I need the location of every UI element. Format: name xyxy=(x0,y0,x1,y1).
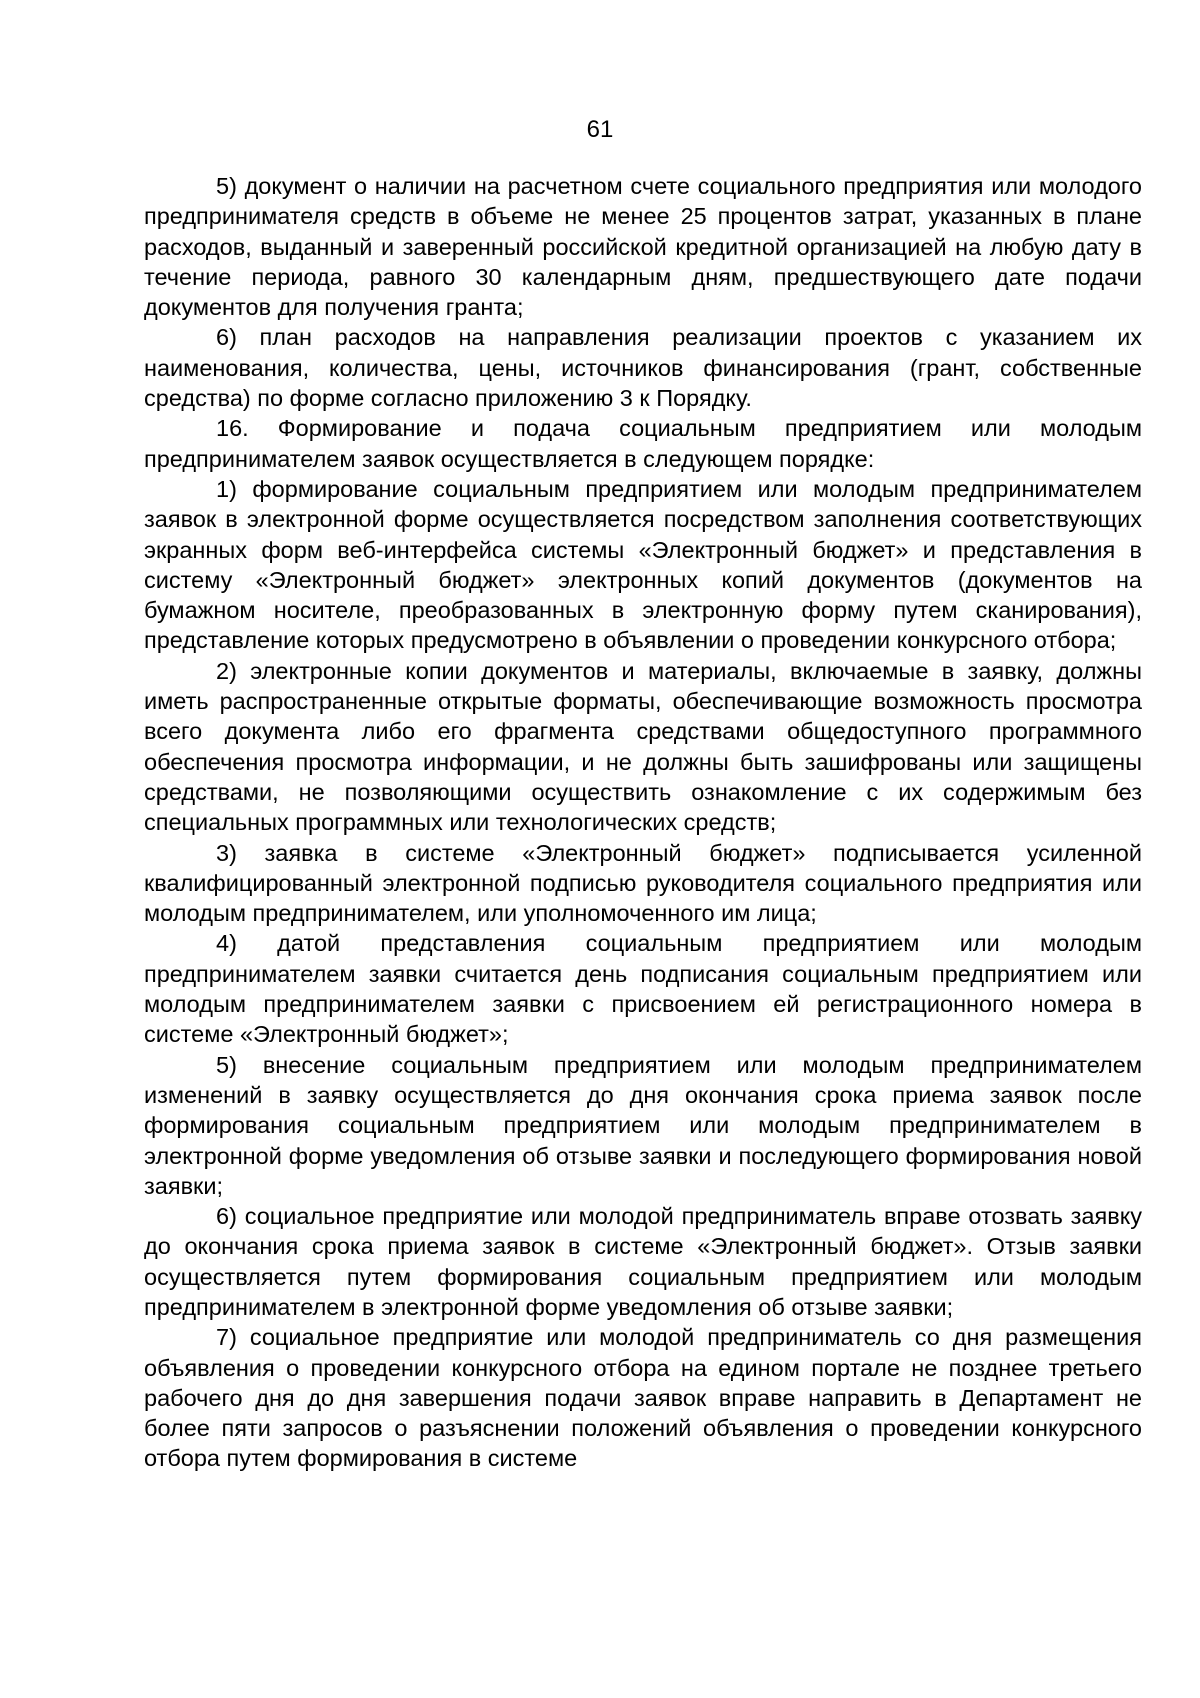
paragraph-16-item-3: 3) заявка в системе «Электронный бюджет» подписывается усиленной квалифицированный электронной подписью руководителя социального предприятия или молодым предпринимателем, или уполномоченного им лица; xyxy=(144,839,1142,927)
paragraph-16-item-5: 5) внесение социальным предприятием или молодым предпринимателем изменений в заявку осуществляется до дня окончания срока приема заявок после формирования социальным предприятием или молодым предпринимателем в электронной форме уведомления об отзыве заявки и последующего формирования новой заявки; xyxy=(144,1051,1142,1199)
page-number: 61 xyxy=(586,116,614,143)
paragraph-16-item-7: 7) социальное предприятие или молодой предприниматель со дня размещения объявления о проведении конкурсного отбора на едином портале не позднее третьего рабочего дня до дня завершения подачи заявок вправе направить в Департамент не более пяти запросов о разъяснении положений объявления о проведении конкурсного отбора путем формирования в системе xyxy=(144,1324,1142,1472)
document-body xyxy=(144,171,1142,1474)
paragraph-item-6-expense-plan: 6) план расходов на направления реализации проектов с указанием их наименования, количества, цены, источников финансирования (грант, собственные средства) по форме согласно приложению 3 к Порядку. xyxy=(144,324,1142,412)
paragraph-16-item-6: 6) социальное предприятие или молодой предприниматель вправе отозвать заявку до окончания срока приема заявок в системе «Электронный бюджет». Отзыв заявки осуществляется путем формирования социальным предприятием или молодым предпринимателем в электронной форме уведомления об отзыве заявки; xyxy=(144,1203,1142,1320)
paragraph-16-item-1: 1) формирование социальным предприятием или молодым предпринимателем заявок в электронной форме осуществляется посредством заполнения соответствующих экранных форм веб-интерфейса системы «Электронный бюджет» и представления в систему «Электронный бюджет» электронных копий документов (документов на бумажном носителе, преобразованных в электронную форму путем сканирования), представление которых предусмотрено в объявлении о проведении конкурсного отбора; xyxy=(144,475,1142,654)
paragraph-16-item-2: 2) электронные копии документов и материалы, включаемые в заявку, должны иметь распространенные открытые форматы, обеспечивающие возможность просмотра всего документа либо его фрагмента средствами общедоступного программного обеспечения просмотра информации, и не должны быть зашифрованы или защищены средствами, не позволяющими осуществить ознакомление с их содержимым без специальных программных или технологических средств; xyxy=(144,657,1142,836)
paragraph-16-item-4: 4) датой представления социальным предприятием или молодым предпринимателем заявки считается день подписания социальным предприятием или молодым предпринимателем заявки с присвоением ей регистрационного номера в системе «Электронный бюджет»; xyxy=(144,930,1142,1048)
paragraph-item-5-bank-document: 5) документ о наличии на расчетном счете социального предприятия или молодого предпринимателя средств в объеме не менее 25 процентов затрат, указанных в плане расходов, выданный и заверенный российской кредитной организацией на любую дату в течение периода, равного 30 календарным дням, предшествующего дате подачи документов для получения гранта; xyxy=(144,173,1142,321)
paragraph-section-16: 16. Формирование и подача социальным предприятием или молодым предпринимателем заявок осуществляется в следующем порядке: xyxy=(144,415,1142,472)
